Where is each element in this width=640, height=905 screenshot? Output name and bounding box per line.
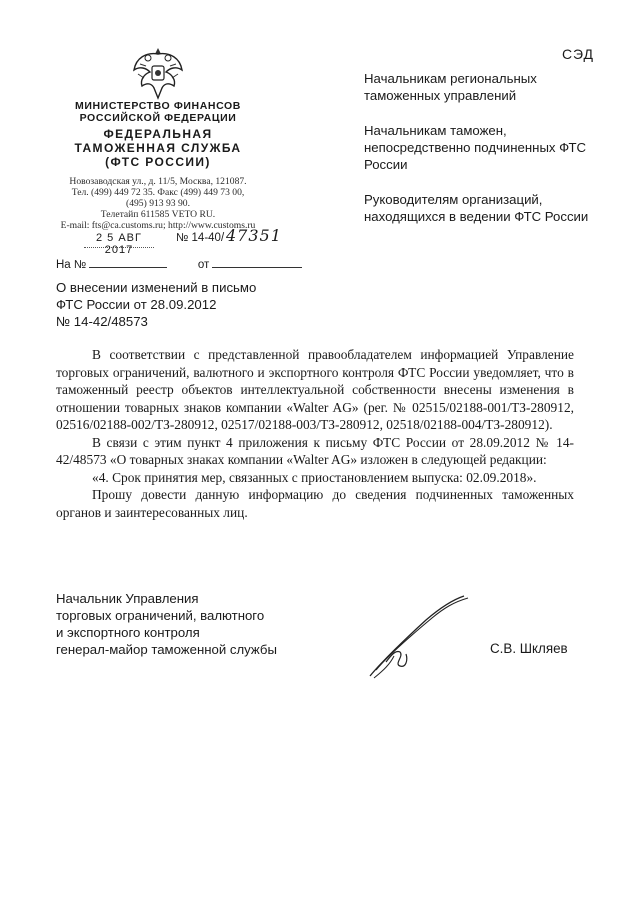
handwritten-signature bbox=[356, 594, 476, 682]
reference-number-label: На № bbox=[56, 259, 87, 271]
subject-line: О внесении изменений в письмо bbox=[56, 280, 257, 295]
reference-number-blank bbox=[89, 256, 167, 268]
letter-number-handwritten: 47351 bbox=[226, 226, 282, 245]
recipient: Руководителям организаций, находящихся в ведении ФТС России bbox=[364, 192, 589, 224]
signatory-title-line: и экспортного контроля bbox=[56, 625, 200, 640]
signatory-title-line: торговых ограничений, валютного bbox=[56, 608, 265, 623]
service-name bbox=[52, 127, 264, 169]
service-line: (ФТС РОССИИ) bbox=[105, 155, 211, 169]
service-line: ФЕДЕРАЛЬНАЯ bbox=[103, 127, 213, 141]
signatory-title bbox=[56, 590, 316, 658]
ministry-line: РОССИЙСКОЙ ФЕДЕРАЦИИ bbox=[79, 112, 237, 124]
service-line: ТАМОЖЕННАЯ СЛУЖБА bbox=[74, 141, 242, 155]
subject-line: ФТС России от 28.09.2012 bbox=[56, 297, 217, 312]
ministry-name bbox=[52, 100, 264, 124]
reference-line bbox=[56, 256, 302, 271]
signatory-name: С.В. Шкляев bbox=[490, 641, 568, 656]
coat-of-arms-emblem bbox=[130, 44, 186, 102]
letter-subject bbox=[56, 279, 336, 330]
body-paragraph: «4. Срок принятия мер, связанных с приостановлением выпуска: 02.09.2018». bbox=[92, 469, 537, 485]
recipient: Начальникам региональных таможенных управлений bbox=[364, 71, 537, 103]
letter-date: 2 5 АВГ 2017 bbox=[84, 232, 154, 248]
body-paragraph: В связи с этим пункт 4 приложения к письму ФТС России от 28.09.2012 № 14-42/48573 «О товарных знаках компании «Walter AG» изложен в следующей редакции: bbox=[56, 434, 574, 467]
contact-line: Новозаводская ул., д. 11/5, Москва, 121087. bbox=[69, 176, 247, 187]
subject-line: № 14-42/48573 bbox=[56, 314, 148, 329]
body-paragraph: Прошу довести данную информацию до сведения подчиненных таможенных органов и заинтересованных лиц. bbox=[56, 487, 574, 520]
reference-date-blank bbox=[212, 256, 302, 268]
signatory-title-line: Начальник Управления bbox=[56, 591, 199, 606]
ministry-line: МИНИСТЕРСТВО ФИНАНСОВ bbox=[75, 100, 241, 112]
contact-line: Тел. (499) 449 72 35. Факс (499) 449 73 00, bbox=[71, 187, 245, 198]
signatory-title-line: генерал-майор таможенной службы bbox=[56, 642, 277, 657]
contact-line: (495) 913 93 90. bbox=[126, 198, 190, 209]
recipient: Начальникам таможен, непосредственно подчиненных ФТС России bbox=[364, 123, 587, 172]
contact-block bbox=[52, 176, 264, 231]
letter-number-label: № 14-40/ bbox=[176, 232, 225, 244]
letter-body bbox=[56, 346, 574, 521]
reference-date-label: от bbox=[197, 259, 210, 271]
contact-line: E-mail: fts@ca.customs.ru; http://www.customs.ru bbox=[60, 220, 256, 231]
body-paragraph: В соответствии с представленной правообладателем информацией Управление торговых ограничений, валютного и экспортного контроля ФТС России уведомляет, что в таможенный реестр объектов интеллектуальной собственности внесены изменения в отношении товарных знаков компании «Walter AG» (рег. № 02515/02188-001/ТЗ-280912, 02516/02188-002/ТЗ-280912, 02517/02188-003/ТЗ-280912, 02518/02188-004/ТЗ-280912). bbox=[56, 347, 574, 432]
contact-line: Телетайп 611585 VETO RU. bbox=[100, 209, 216, 220]
sed-mark: СЭД bbox=[562, 46, 595, 62]
recipients-block bbox=[364, 70, 594, 243]
